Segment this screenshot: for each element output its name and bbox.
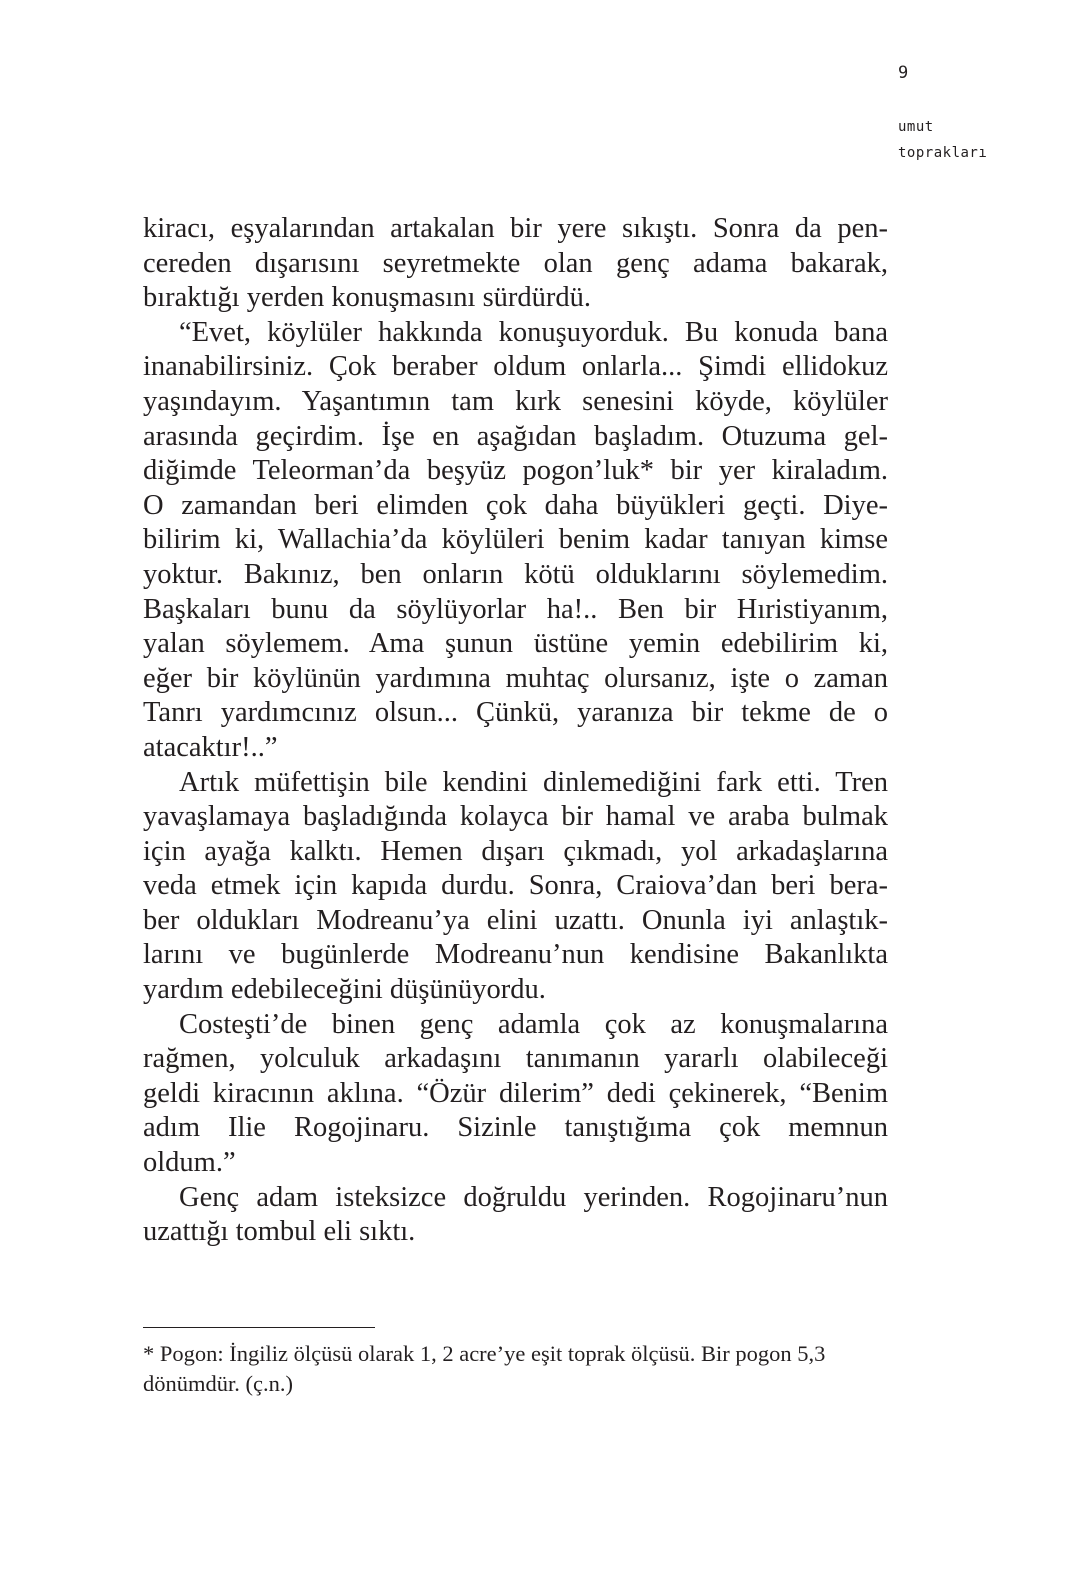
text-line: bıraktığı yerden konuşmasını sürdürdü.: [143, 282, 592, 314]
text-line: Costeşti’de binen genç adamla çok az konuşmalarına: [179, 1008, 888, 1040]
text-line: rağmen, yolculuk arkadaşını tanımanın yararlı olabileceği: [143, 1043, 888, 1075]
text-line: yavaşlamaya başladığında kolayca bir hamal ve araba bulmak: [143, 801, 888, 833]
text-line: Artık müfettişin bile kendini dinlemediğini fark etti. Tren: [179, 766, 888, 798]
text-line: atacaktır!..”: [143, 731, 278, 763]
running-header-line: toprakları: [898, 145, 988, 161]
footnote-line: * Pogon: İngiliz ölçüsü olarak 1, 2 acre’ye eşit toprak ölçüsü. Bir pogon 5,3: [143, 1341, 826, 1366]
text-line: yalan söylemem. Ama şunun üstüne yemin edebilirim ki,: [143, 628, 888, 660]
text-line: için ayağa kalktı. Hemen dışarı çıkmadı, yol arkadaşlarına: [143, 835, 888, 867]
text-line: larını ve bugünlerde Modreanu’nun kendisine Bakanlıkta: [143, 939, 888, 971]
text-line: kiracı, eşyalarından artakalan bir yere sıkıştı. Sonra da pen-: [143, 213, 888, 244]
text-line: oldum.”: [143, 1147, 236, 1179]
text-line: Başkaları bunu da söylüyorlar ha!.. Ben bir Hıristiyanım,: [143, 593, 888, 625]
page-number: 9: [898, 63, 909, 83]
text-line: uzattığı tombul eli sıktı.: [143, 1216, 416, 1248]
text-line: “Evet, köylüler hakkında konuşuyorduk. Bu konuda bana: [179, 316, 888, 348]
text-line: veda etmek için kapıda durdu. Sonra, Craiova’dan beri bera-: [143, 870, 888, 902]
body-text: [143, 212, 888, 1250]
text-line: diğimde Teleorman’da beşyüz pogon’luk* bir yer kiraladım.: [143, 455, 888, 487]
text-line: arasında geçirdim. İşe en aşağıdan başladım. Otuzuma gel-: [143, 420, 888, 452]
text-line: bilirim ki, Wallachia’da köylüleri benim kadar tanıyan kimse: [143, 524, 888, 556]
text-line: Tanrı yardımcınız olsun... Çünkü, yaranıza bir tekme de o: [143, 697, 888, 729]
text-line: yaşındayım. Yaşantımın tam kırk senesini köyde, köylüler: [143, 385, 888, 417]
text-line: eğer bir köylünün yardımına muhtaç olursanız, işte o zaman: [143, 662, 888, 694]
text-line: geldi kiracının aklına. “Özür dilerim” dedi çekinerek, “Benim: [143, 1077, 888, 1109]
text-line: yoktur. Bakınız, ben onların kötü olduklarını söylemedim.: [143, 558, 888, 590]
running-header: [898, 114, 1058, 166]
text-line: adım Ilie Rogojinaru. Sizinle tanıştığıma çok memnun: [143, 1112, 888, 1144]
text-line: O zamandan beri elimden çok daha büyükleri geçti. Diye-: [143, 489, 888, 521]
text-line: ber oldukları Modreanu’ya elini uzattı. Onunla iyi anlaştık-: [143, 904, 888, 936]
footnote-divider: [143, 1327, 375, 1328]
text-line: Genç adam isteksizce doğruldu yerinden. Rogojinaru’nun: [179, 1181, 888, 1213]
text-line: cereden dışarısını seyretmekte olan genç adama bakarak,: [143, 247, 888, 279]
footnote: [143, 1339, 888, 1399]
text-line: yardım edebileceğini düşünüyordu.: [143, 974, 546, 1006]
text-line: inanabilirsiniz. Çok beraber oldum onlarla... Şimdi ellidokuz: [143, 351, 888, 383]
footnote-line: dönümdür. (ç.n.): [143, 1371, 293, 1396]
running-header-line: umut: [898, 119, 934, 135]
